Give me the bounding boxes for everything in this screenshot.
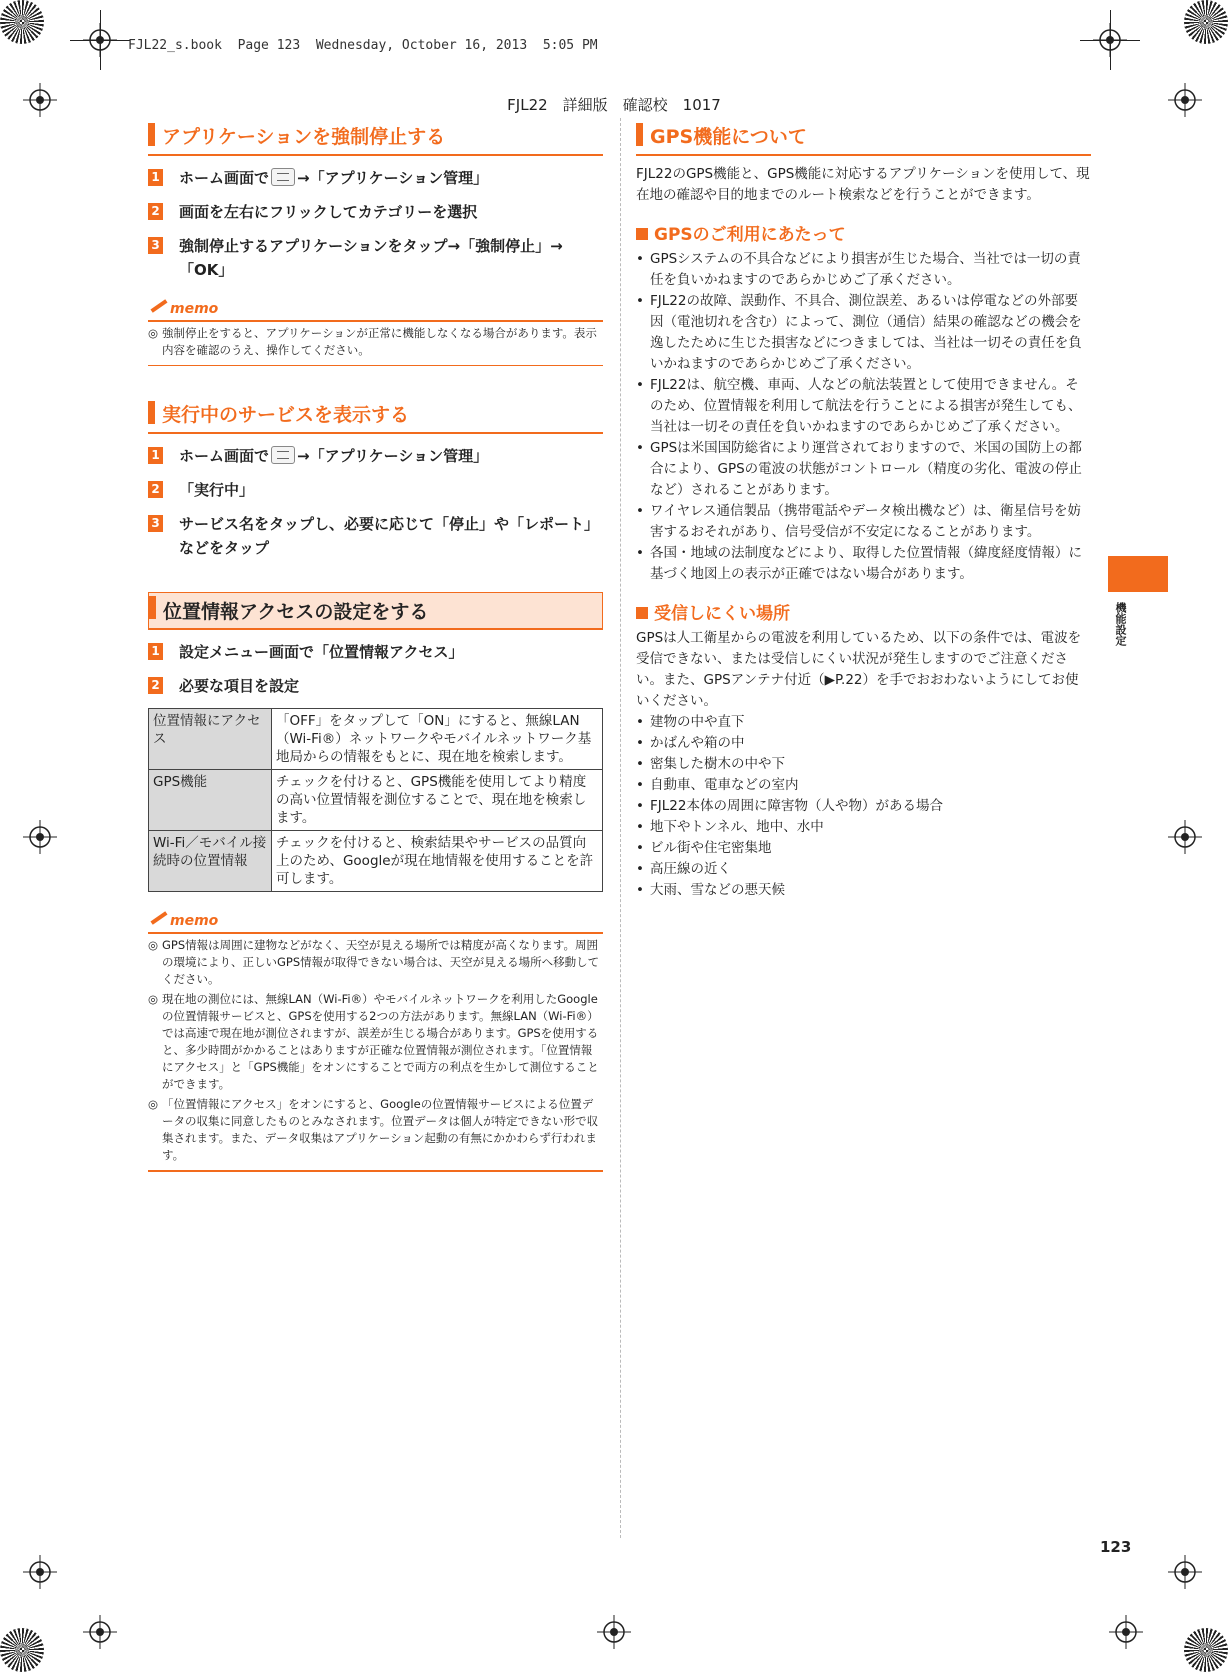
table-value: チェックを付けると、検索結果やサービスの品質向上のため、Googleが現在地情報を使用することを許可します。 — [272, 831, 603, 892]
step — [148, 478, 603, 502]
step-text: ホーム画面で →「アプリケーション管理」 — [179, 447, 489, 465]
gps-intro: FJL22のGPS機能と、GPS機能に対応するアプリケーションを使用して、現在地の確認や目的地までのルート検索などを行うことができます。 — [636, 166, 1090, 203]
registration-mark-icon — [597, 1615, 631, 1649]
step — [148, 674, 603, 698]
square-bullet-icon — [636, 228, 648, 240]
table-value: 「OFF」をタップして「ON」にすると、無線LAN（Wi-Fi®）ネットワークやモバイルネットワーク基地局からの情報をもとに、現在地を検索します。 — [272, 709, 603, 770]
table-row — [149, 831, 603, 892]
step — [148, 444, 603, 468]
color-bar-sunburst-icon — [0, 1628, 44, 1672]
step-text: サービス名をタップし、必要に応じて「停止」や「レポート」などをタップ — [179, 515, 600, 557]
memo-item: ◎ 現在地の測位には、無線LAN（Wi-Fi®）やモバイルネットワークを利用したGoogleの位置情報サービスと、GPSを使用する2つの方法があります。無線LAN（Wi-Fi®）では高速で現在地が測位されますが、誤差が生じる場合があります。GPSを使用すると、多少時間がかかることはありますが正確な位置情報が測位されます。「位置情報にアクセス」と「GPS機能」をオンにすることで両方の利点を生かして測位することができます。 — [148, 992, 599, 1091]
table-row — [149, 709, 603, 770]
step — [148, 640, 603, 664]
step-text: ホーム画面で →「アプリケーション管理」 — [179, 169, 489, 187]
list-item: • 自動車、電車などの室内 — [636, 777, 799, 793]
step — [148, 166, 603, 190]
list-item: • GPSシステムの不具合などにより損害が生じた場合、当社では一切の責任を負いかねますのであらかじめご了承ください。 — [636, 251, 1081, 288]
step-number: 3 — [148, 515, 163, 532]
list-item: • 密集した樹木の中や下 — [636, 756, 785, 772]
step-number: 3 — [148, 237, 163, 254]
step-number: 1 — [148, 643, 163, 660]
section-heading-gps: GPS機能について — [636, 120, 1091, 156]
proof-label: FJL22 詳細版 確認校 1017 — [507, 96, 721, 114]
table-key: 位置情報にアクセス — [149, 709, 272, 770]
right-column — [636, 120, 1091, 901]
step-number: 1 — [148, 447, 163, 464]
settings-table — [148, 708, 603, 892]
step-text: 必要な項目を設定 — [179, 677, 300, 695]
square-bullet-icon — [636, 607, 648, 619]
step-text: 画面を左右にフリックしてカテゴリーを選択 — [179, 203, 478, 221]
memo-body — [148, 325, 603, 366]
section-heading-force-stop: アプリケーションを強制停止する — [148, 120, 603, 156]
registration-mark-icon — [1168, 820, 1202, 854]
section-heading-running-services: 実行中のサービスを表示する — [148, 398, 603, 434]
step-number: 2 — [148, 481, 163, 498]
memo-heading: memo — [148, 302, 603, 322]
table-key: GPS機能 — [149, 770, 272, 831]
step-number: 2 — [148, 203, 163, 220]
menu-key-icon — [271, 168, 295, 186]
registration-mark-icon — [23, 1555, 57, 1589]
chapter-label: 機能設定 — [1114, 602, 1127, 646]
list-item: • 大雨、雪などの悪天候 — [636, 882, 785, 898]
color-bar-sunburst-icon — [1184, 1628, 1228, 1672]
step — [148, 234, 603, 282]
page-number: 123 — [1100, 1538, 1132, 1556]
list-item: • 地下やトンネル、地中、水中 — [636, 819, 824, 835]
step — [148, 512, 603, 560]
menu-key-icon — [271, 446, 295, 464]
list-item: • かばんや箱の中 — [636, 735, 745, 751]
registration-mark-icon — [1109, 1615, 1143, 1649]
list-item: • 各国・地域の法制度などにより、取得した位置情報（緯度経度情報）に基づく地図上の表示が正確ではない場合があります。 — [636, 545, 1082, 582]
memo-heading: memo — [148, 914, 603, 934]
registration-mark-icon — [23, 820, 57, 854]
list-item: • FJL22の故障、誤動作、不具合、測位誤差、あるいは停電などの外部要因（電池切れを含む）によって、測位（通信）結果の確認などの機会を逸したために生じた損害などにつきましては、当社は一切その責任を負いかねますのであらかじめご了承ください。 — [636, 293, 1082, 372]
color-bar-sunburst-icon — [1184, 0, 1228, 44]
reception-intro: GPSは人工衛星からの電波を利用しているため、以下の条件では、電波を受信できない、または受信しにくい状況が発生しますのでご注意ください。また、GPSアンテナ付近（▶P.22）を手でおおわないようにしてお使いください。 — [636, 630, 1082, 709]
subheading-gps-usage: GPSのご利用にあたって — [636, 220, 1091, 245]
step-number: 1 — [148, 169, 163, 186]
section-heading-location-access: 位置情報アクセスの設定をする — [148, 592, 603, 630]
list-item: • FJL22本体の周囲に障害物（人や物）がある場合 — [636, 798, 943, 814]
registration-mark-icon — [83, 23, 117, 57]
memo-body — [148, 937, 603, 1172]
book-info: FJL22_s.book Page 123 Wednesday, October 16, 2013 5:05 PM — [128, 38, 598, 53]
list-item: • ビル街や住宅密集地 — [636, 840, 772, 856]
subheading-poor-reception: 受信しにくい場所 — [636, 599, 1091, 624]
table-value: チェックを付けると、GPS機能を使用してより精度の高い位置情報を測位することで、現在地を検索します。 — [272, 770, 603, 831]
column-divider — [620, 118, 621, 1538]
table-key: Wi-Fi／モバイル接続時の位置情報 — [149, 831, 272, 892]
chapter-tab — [1108, 556, 1168, 592]
registration-mark-icon — [83, 1615, 117, 1649]
color-bar-sunburst-icon — [0, 0, 44, 44]
step-text: 設定メニュー画面で「位置情報アクセス」 — [179, 643, 464, 661]
step-text: 強制停止するアプリケーションをタップ→「強制停止」→「OK」 — [179, 237, 563, 279]
step-number: 2 — [148, 677, 163, 694]
table-row — [149, 770, 603, 831]
left-column — [148, 120, 603, 1204]
memo-item: ◎ 強制停止をすると、アプリケーションが正常に機能しなくなる場合があります。表示内容を確認のうえ、操作してください。 — [148, 326, 597, 357]
memo-item: ◎ GPS情報は周囲に建物などがなく、天空が見える場所では精度が高くなります。周囲の環境により、正しいGPS情報が取得できない場合は、天空が見える場所へ移動してください。 — [148, 938, 600, 986]
list-item: • GPSは米国国防総省により運営されておりますので、米国の国防上の都合により、GPSの電波の状態がコントロール（精度の劣化、電波の停止など）されることがあります。 — [636, 440, 1082, 498]
registration-mark-icon — [1093, 23, 1127, 57]
list-item: • 高圧線の近く — [636, 861, 731, 877]
list-item: • FJL22は、航空機、車両、人などの航法装置として使用できません。そのため、位置情報を利用して航法を行うことによる損害が発生しても、当社は一切その責任を負いかねますのであらかじめご了承ください。 — [636, 377, 1082, 435]
list-item: • ワイヤレス通信製品（携帯電話やデータ検出機など）は、衛星信号を妨害するおそれがあり、信号受信が不安定になることがあります。 — [636, 503, 1082, 540]
step — [148, 200, 603, 224]
registration-mark-icon — [1168, 1555, 1202, 1589]
memo-item: ◎ 「位置情報にアクセス」をオンにすると、Googleの位置情報サービスによる位置データの収集に同意したものとみなされます。位置データは個人が特定できない形で収集されます。また、データ収集はアプリケーション起動の有無にかかわらず行われます。 — [148, 1097, 599, 1162]
step-text: 「実行中」 — [179, 481, 255, 499]
list-item: • 建物の中や直下 — [636, 714, 745, 730]
